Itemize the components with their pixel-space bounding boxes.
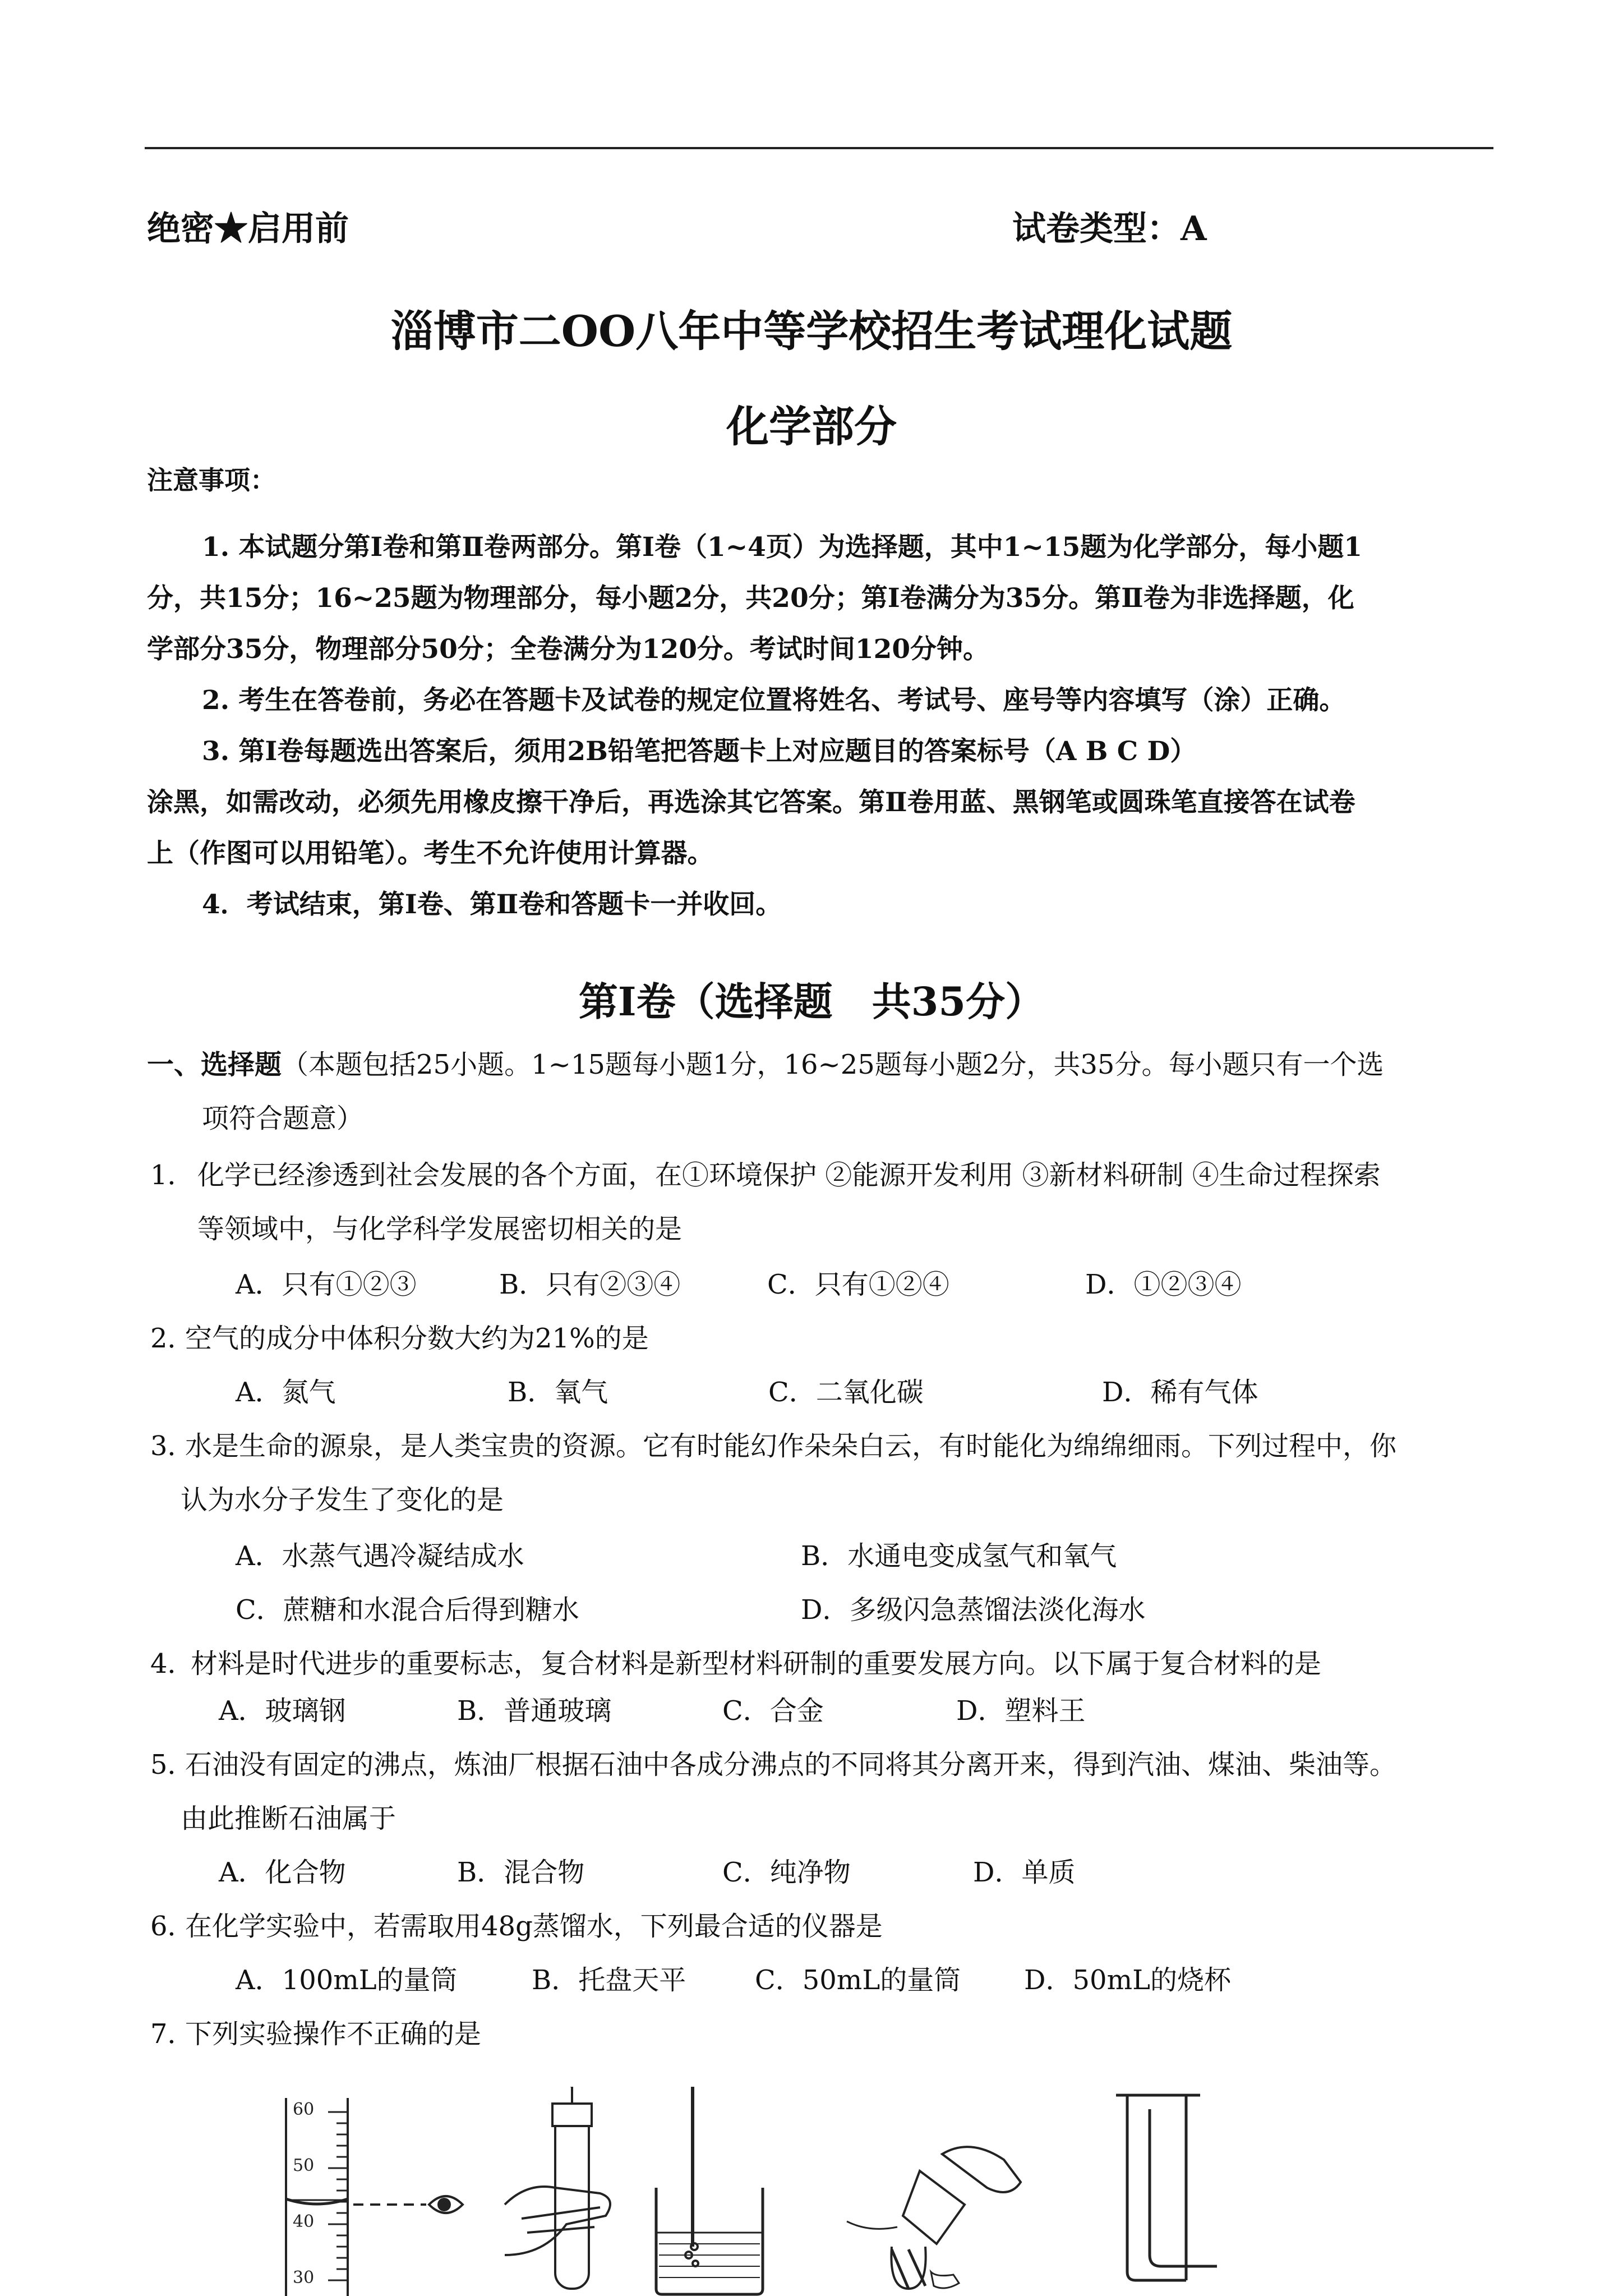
- notice-p2: 2. 考生在答卷前，务必在答题卡及试卷的规定位置将姓名、考试号、座号等内容填写（涂）正确。: [202, 685, 1346, 716]
- option-a: A．化合物: [219, 1857, 346, 1888]
- option-c: C．二氧化碳: [768, 1377, 924, 1408]
- question-text: 石油没有固定的沸点，炼油厂根据石油中各成分沸点的不同将其分离开来，得到汽油、煤油、柴油等。: [185, 1749, 1397, 1780]
- graduated-cylinder-drawing: [286, 2098, 463, 2296]
- option-d: D．单质: [973, 1857, 1076, 1888]
- option-b: B．混合物: [457, 1857, 585, 1888]
- question-text: 空气的成分中体积分数大约为21%的是: [185, 1323, 649, 1354]
- question-text: 认为水分子发生了变化的是: [181, 1484, 504, 1516]
- question-number: 1．: [150, 1159, 195, 1191]
- option-d: D．塑料王: [956, 1695, 1086, 1727]
- notice-p3-line1: 3. 第Ⅰ卷每题选出答案后，须用2B铅笔把答题卡上对应题目的答案标号（A B C D）: [202, 736, 1197, 767]
- notice-p1-line2: 分，共15分；16~25题为物理部分，每小题2分，共20分；第Ⅰ卷满分为35分。第Ⅱ卷为非选择题，化: [147, 583, 1354, 614]
- secret-label: 绝密★启用前: [147, 209, 349, 249]
- option-b: B．氧气: [508, 1377, 608, 1408]
- question-number: 3．: [150, 1430, 195, 1462]
- option-a: A．水蒸气遇冷凝结成水: [236, 1540, 524, 1572]
- option-a: A．100mL的量筒: [236, 1964, 458, 1996]
- cylinder-tick-60: 60: [293, 2100, 315, 2119]
- question-text: 在化学实验中，若需取用48g蒸馏水，下列最合适的仪器是: [185, 1911, 883, 1942]
- notice-p3-line2: 涂黑，如需改动，必须先用橡皮擦干净后，再选涂其它答案。第Ⅱ卷用蓝、黑钢笔或圆珠笔直接答在试卷: [147, 787, 1355, 818]
- question-number: 6．: [150, 1911, 195, 1942]
- option-a: A．玻璃钢: [219, 1695, 346, 1727]
- option-a: A．氮气: [236, 1377, 336, 1408]
- question-number: 4．: [150, 1648, 195, 1680]
- question-text: 下列实验操作不正确的是: [185, 2018, 482, 2050]
- option-c: C．蔗糖和水混合后得到糖水: [236, 1594, 579, 1626]
- question-text: 化学已经渗透到社会发展的各个方面，在①环境保护 ②能源开发利用 ③新材料研制 ④生命过程探索: [197, 1159, 1381, 1191]
- option-c: C．只有①②④: [767, 1269, 949, 1300]
- pouring-liquid-drawing: [847, 2147, 1021, 2289]
- option-c: C．合金: [722, 1695, 824, 1727]
- part-label: 一、选择题: [147, 1049, 282, 1080]
- part-heading: [147, 1038, 1384, 1092]
- question-number: 2．: [150, 1323, 195, 1354]
- page-subtitle: 化学部分: [726, 402, 897, 452]
- gas-collection-drawing: [1116, 2095, 1217, 2280]
- notice-heading: 注意事项：: [147, 465, 276, 495]
- part-description: （本题包括25小题。1~15题每小题1分，16~25题每小题2分，共35分。每小题只有一个选: [282, 1049, 1384, 1080]
- paper-type-label: 试卷类型：A: [1012, 209, 1207, 249]
- question-text: 等领域中，与化学科学发展密切相关的是: [197, 1213, 683, 1245]
- cylinder-tick-30: 30: [293, 2268, 315, 2288]
- option-d: D．50mL的烧杯: [1024, 1964, 1231, 1996]
- notice-p3-line3: 上（作图可以用铅笔）。考生不允许使用计算器。: [147, 838, 714, 869]
- option-d: D．多级闪急蒸馏法淡化海水: [801, 1594, 1146, 1626]
- option-b: B．只有②③④: [499, 1269, 681, 1300]
- question-number: 5．: [150, 1749, 195, 1780]
- option-c: C．50mL的量筒: [755, 1964, 961, 1996]
- option-c: C．纯净物: [722, 1857, 851, 1888]
- option-b: B．普通玻璃: [457, 1695, 612, 1727]
- cylinder-tick-40: 40: [293, 2212, 315, 2231]
- page-title: 淄博市二OO八年中等学校招生考试理化试题: [390, 306, 1233, 356]
- question-text: 水是生命的源泉，是人类宝贵的资源。它有时能幻作朵朵白云，有时能化为绵绵细雨。下列过程中，你: [185, 1430, 1397, 1462]
- notice-p1-line1: 1. 本试题分第Ⅰ卷和第Ⅱ卷两部分。第Ⅰ卷（1~4页）为选择题，其中1~15题为化学部分，每小题1: [202, 532, 1362, 563]
- option-a: A．只有①②③: [236, 1269, 417, 1300]
- question-text: 材料是时代进步的重要标志，复合材料是新型材料研制的重要发展方向。以下属于复合材料的是: [191, 1648, 1322, 1680]
- question-number: 7．: [150, 2018, 195, 2050]
- airtightness-check-drawing: [505, 2087, 763, 2294]
- cylinder-tick-50: 50: [293, 2156, 315, 2175]
- option-b: B．托盘天平: [532, 1964, 686, 1996]
- question-text: 由此推断石油属于: [181, 1803, 396, 1834]
- notice-p4: 4．考试结束，第Ⅰ卷、第Ⅱ卷和答题卡一并收回。: [202, 889, 782, 920]
- option-d: D．稀有气体: [1102, 1377, 1258, 1408]
- notice-p1-line3: 学部分35分，物理部分50分；全卷满分为120分。考试时间120分钟。: [147, 634, 990, 665]
- part-description-cont: 项符合题意）: [202, 1103, 364, 1134]
- option-b: B．水通电变成氢气和氧气: [801, 1540, 1117, 1572]
- top-rule: [145, 147, 1493, 149]
- section-title: 第Ⅰ卷（选择题 共35分）: [578, 978, 1045, 1025]
- lab-operations-figure: [264, 2087, 1497, 2296]
- option-d: D．①②③④: [1085, 1269, 1242, 1300]
